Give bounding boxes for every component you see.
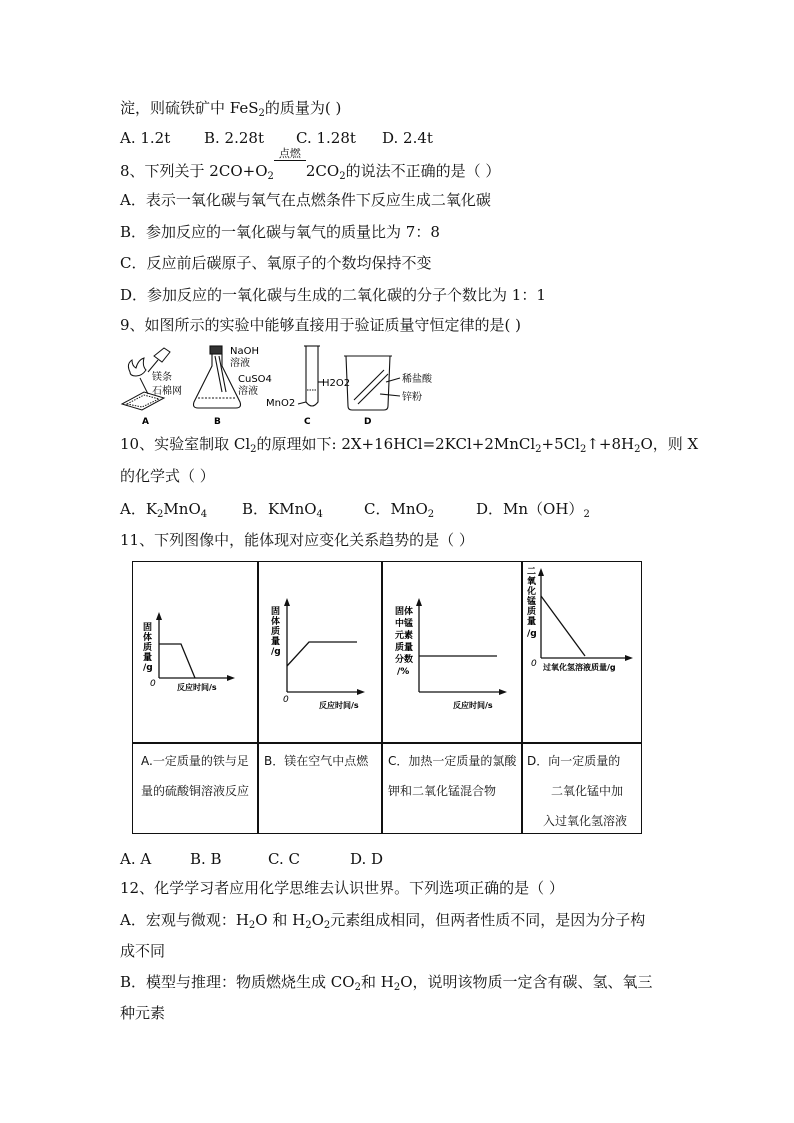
label-h2o2: H2O2 bbox=[322, 378, 351, 389]
y-axis-arrow bbox=[538, 568, 544, 576]
q12-a-sub: 2 bbox=[305, 920, 312, 931]
graph-a bbox=[133, 562, 257, 742]
q10-equation-4: O，则 X bbox=[640, 435, 699, 453]
q10-option-a-s1: 2 bbox=[157, 509, 164, 520]
q12-option-a-cont: 成不同 bbox=[120, 942, 166, 960]
q12-a-sub: 2 bbox=[323, 920, 331, 931]
label-naoh: NaOH bbox=[230, 346, 259, 357]
q12-a-sub: 2 bbox=[248, 920, 256, 931]
q10-equation-1: 的原理如下: 2X+16HCl=2KCl+2MnCl bbox=[256, 435, 536, 453]
label-mg-ribbon: 镁条 bbox=[152, 372, 172, 383]
y-label-char: 量 bbox=[143, 653, 153, 663]
y-label-char: 量 bbox=[404, 643, 414, 653]
q10-equation-2: +5Cl bbox=[541, 435, 580, 453]
apparatus-d bbox=[344, 356, 400, 410]
q10-equation-3: ↑+8H bbox=[586, 435, 635, 453]
q10-option-d-t: D．Mn（OH） bbox=[476, 500, 584, 518]
y-axis-arrow bbox=[284, 598, 290, 606]
x-label: 反应时间/s bbox=[453, 701, 493, 710]
caption-line: B．镁在空气中点燃 bbox=[264, 754, 369, 768]
y-label-line bbox=[395, 605, 413, 617]
x-label: 反应时间/s bbox=[319, 701, 359, 710]
y-label-char: 固 bbox=[271, 607, 281, 617]
q7-option-b: B. 2.28t bbox=[204, 129, 264, 147]
label-mno2: MnO2 bbox=[266, 398, 296, 409]
q10-option-c-t: C．MnO bbox=[364, 500, 428, 518]
q10-option-c-s1: 2 bbox=[427, 509, 435, 520]
q10-sub-3: 2 bbox=[579, 444, 587, 455]
y-label-char: 固 bbox=[395, 607, 405, 617]
y-label-char: /% bbox=[397, 667, 410, 677]
y-label-char: 量 bbox=[527, 617, 537, 627]
q8-stem bbox=[120, 147, 501, 188]
x-axis-arrow bbox=[625, 655, 633, 661]
q10-option-a-t2: MnO bbox=[163, 500, 201, 518]
label-d: D bbox=[364, 417, 372, 427]
q10-text: 10、实验室制取 Cl bbox=[120, 435, 251, 453]
x-axis-arrow bbox=[499, 689, 507, 695]
y-label-char: 量 bbox=[271, 637, 281, 647]
caption-line: 入过氧化氢溶液 bbox=[543, 814, 628, 828]
y-label-char: 质 bbox=[271, 627, 281, 637]
caption-line: D．向一定质量的 bbox=[527, 754, 621, 768]
q12-stem: 12、化学学习者应用化学思维去认识世界。下列选项正确的是（ ） bbox=[120, 879, 564, 897]
caption-line: A.一定质量的铁与足 bbox=[141, 754, 249, 768]
y-label-char: 氧 bbox=[527, 577, 537, 587]
y-label-char: 锰 bbox=[527, 597, 537, 607]
caption-b bbox=[264, 746, 380, 776]
q7-text-end: 的质量为( ) bbox=[264, 99, 342, 117]
y-label-line bbox=[395, 629, 413, 641]
y-label-char: 化 bbox=[527, 587, 537, 597]
caption-line: 钾和二氧化锰混合物 bbox=[388, 784, 497, 798]
label-asbestos-net: 石棉网 bbox=[152, 386, 182, 397]
y-label-char: 数 bbox=[404, 655, 414, 665]
label-cuso4: CuSO4 bbox=[238, 374, 272, 385]
label-a: A bbox=[142, 417, 149, 427]
curve-a bbox=[159, 644, 195, 678]
q8-option-b: B．参加反应的一氧化碳与氧气的质量比为 7：8 bbox=[120, 223, 440, 241]
x-label: 反应时间/s bbox=[177, 683, 217, 692]
origin-label: 0 bbox=[531, 659, 537, 669]
y-label-char: 元 bbox=[395, 631, 405, 641]
q10-continuation: 的化学式（ ） bbox=[120, 467, 215, 485]
q10-option-a-s2: 4 bbox=[200, 509, 208, 520]
q10-stem bbox=[120, 433, 698, 461]
caption-line: 量的硫酸铜溶液反应 bbox=[141, 784, 250, 798]
graph-d bbox=[521, 562, 643, 742]
y-label-char: 素 bbox=[404, 631, 414, 641]
q8-text-end: 的说法不正确的是（ ） bbox=[345, 162, 501, 180]
q11-options bbox=[120, 848, 383, 870]
q12-option-a bbox=[120, 909, 645, 937]
q10-sub-4: 2 bbox=[634, 444, 641, 455]
y-axis-arrow bbox=[156, 612, 162, 620]
q8-option-a: A．表示一氧化碳与氧气在点燃条件下反应生成二氧化碳 bbox=[120, 191, 491, 209]
q10-option-b-s1: 4 bbox=[316, 509, 323, 520]
y-axis-arrow bbox=[416, 598, 422, 606]
q7-continuation bbox=[120, 97, 341, 125]
q11-option-a: A. A bbox=[120, 850, 152, 868]
q8-option-c: C．反应前后碳原子、氧原子的个数均保持不变 bbox=[120, 254, 432, 272]
y-label-char: 质 bbox=[143, 643, 153, 653]
label-dilute-hcl: 稀盐酸 bbox=[402, 374, 432, 385]
q12-b-text: O，说明该物质一定含有碳、氢、氧三 bbox=[400, 973, 653, 991]
q7-option-d: D. 2.4t bbox=[382, 129, 433, 147]
q11-option-c: C. C bbox=[268, 850, 300, 868]
caption-a bbox=[141, 746, 257, 806]
q7-sub: 2 bbox=[258, 108, 265, 119]
q12-option-b-cont: 种元素 bbox=[120, 1004, 166, 1022]
q8-sub: 2 bbox=[267, 171, 274, 182]
y-label-line bbox=[395, 641, 413, 653]
y-label-char: 质 bbox=[527, 607, 537, 617]
q10-option-c bbox=[364, 498, 476, 526]
q10-options bbox=[120, 498, 590, 526]
x-axis-arrow bbox=[357, 689, 365, 695]
origin-label: 0 bbox=[150, 679, 156, 689]
q12-a-text: O bbox=[311, 911, 324, 929]
q10-option-b-t: B．KMnO bbox=[242, 500, 317, 518]
q8-product-sub: 2 bbox=[339, 171, 346, 182]
q7-text: 淀，则硫铁矿中 FeS bbox=[120, 99, 259, 117]
q12-b-sub: 2 bbox=[354, 982, 361, 993]
caption-line: C．加热一定质量的氯酸 bbox=[388, 754, 517, 768]
q12-b-text: B．模型与推理：物质燃烧生成 CO bbox=[120, 973, 355, 991]
caption-d bbox=[527, 746, 643, 836]
q11-graph-table bbox=[132, 561, 642, 834]
q7-options bbox=[120, 127, 433, 149]
q8-text: 8、下列关于 2CO+O bbox=[120, 162, 268, 180]
y-label-char: /g bbox=[527, 629, 537, 639]
q7-option-c: C. 1.28t bbox=[296, 129, 356, 147]
q10-option-a bbox=[120, 498, 242, 526]
q11-option-b: B. B bbox=[190, 850, 222, 868]
y-label-char: 二 bbox=[527, 567, 537, 577]
q12-a-text: 元素组成相同，但两者性质不同，是因为分子构 bbox=[330, 911, 646, 929]
y-label-char: 固 bbox=[143, 623, 153, 633]
y-label-char: 体 bbox=[404, 607, 414, 617]
label-b: B bbox=[214, 417, 221, 427]
curve-b bbox=[287, 642, 357, 666]
y-label-char: /g bbox=[271, 647, 281, 657]
y-label-char: 锰 bbox=[404, 619, 414, 629]
q10-option-a-t: A．K bbox=[120, 500, 158, 518]
y-label-char: 质 bbox=[395, 643, 405, 653]
q10-option-d-s1: 2 bbox=[583, 509, 590, 520]
q9-stem: 9、如图所示的实验中能够直接用于验证质量守恒定律的是( ) bbox=[120, 316, 522, 334]
q8-option-d: D．参加反应的一氧化碳与生成的二氧化碳的分子个数比为 1：1 bbox=[120, 286, 546, 304]
origin-label: 0 bbox=[283, 695, 289, 705]
label-naoh-solution: 溶液 bbox=[230, 358, 250, 369]
y-label-char: 体 bbox=[143, 633, 153, 643]
label-zinc-powder: 锌粉 bbox=[402, 392, 422, 403]
reaction-condition bbox=[274, 147, 306, 182]
q12-a-text: O 和 H bbox=[255, 911, 306, 929]
y-label-line bbox=[395, 617, 413, 629]
y-label-char: 体 bbox=[271, 617, 281, 627]
condition-label: 点燃 bbox=[274, 148, 306, 161]
q7-option-a: A. 1.2t bbox=[120, 129, 171, 147]
caption-line: 二氧化锰中加 bbox=[551, 784, 624, 798]
q11-option-d: D. D bbox=[350, 850, 384, 868]
y-label-char: 分 bbox=[395, 655, 405, 665]
q10-sub-2: 2 bbox=[535, 444, 542, 455]
q8-product: 2CO bbox=[305, 162, 340, 180]
q10-option-b bbox=[242, 498, 364, 526]
y-label-char: /g bbox=[143, 663, 153, 673]
x-label: 过氧化氢溶液质量/g bbox=[543, 663, 616, 672]
caption-c bbox=[388, 746, 520, 806]
q12-b-sub: 2 bbox=[393, 982, 401, 993]
curve-d bbox=[541, 596, 585, 656]
graph-c bbox=[381, 562, 521, 742]
y-label-line bbox=[394, 653, 413, 665]
y-label-char: 中 bbox=[395, 619, 405, 629]
label-cuso4-solution: 溶液 bbox=[238, 386, 258, 397]
q12-b-text: 和 H bbox=[360, 973, 394, 991]
graph-b bbox=[257, 562, 381, 742]
q12-option-b bbox=[120, 971, 653, 999]
x-axis-arrow bbox=[227, 675, 235, 681]
divider bbox=[133, 742, 641, 744]
q10-sub-1: 2 bbox=[250, 444, 257, 455]
apparatus-c bbox=[298, 346, 324, 406]
q10-option-d bbox=[476, 498, 590, 526]
q12-a-text: A．宏观与微观：H bbox=[120, 911, 249, 929]
q9-apparatus-figure bbox=[118, 342, 448, 428]
q11-stem: 11、下列图像中，能体现对应变化关系趋势的是（ ） bbox=[120, 531, 474, 549]
label-c: C bbox=[304, 417, 311, 427]
